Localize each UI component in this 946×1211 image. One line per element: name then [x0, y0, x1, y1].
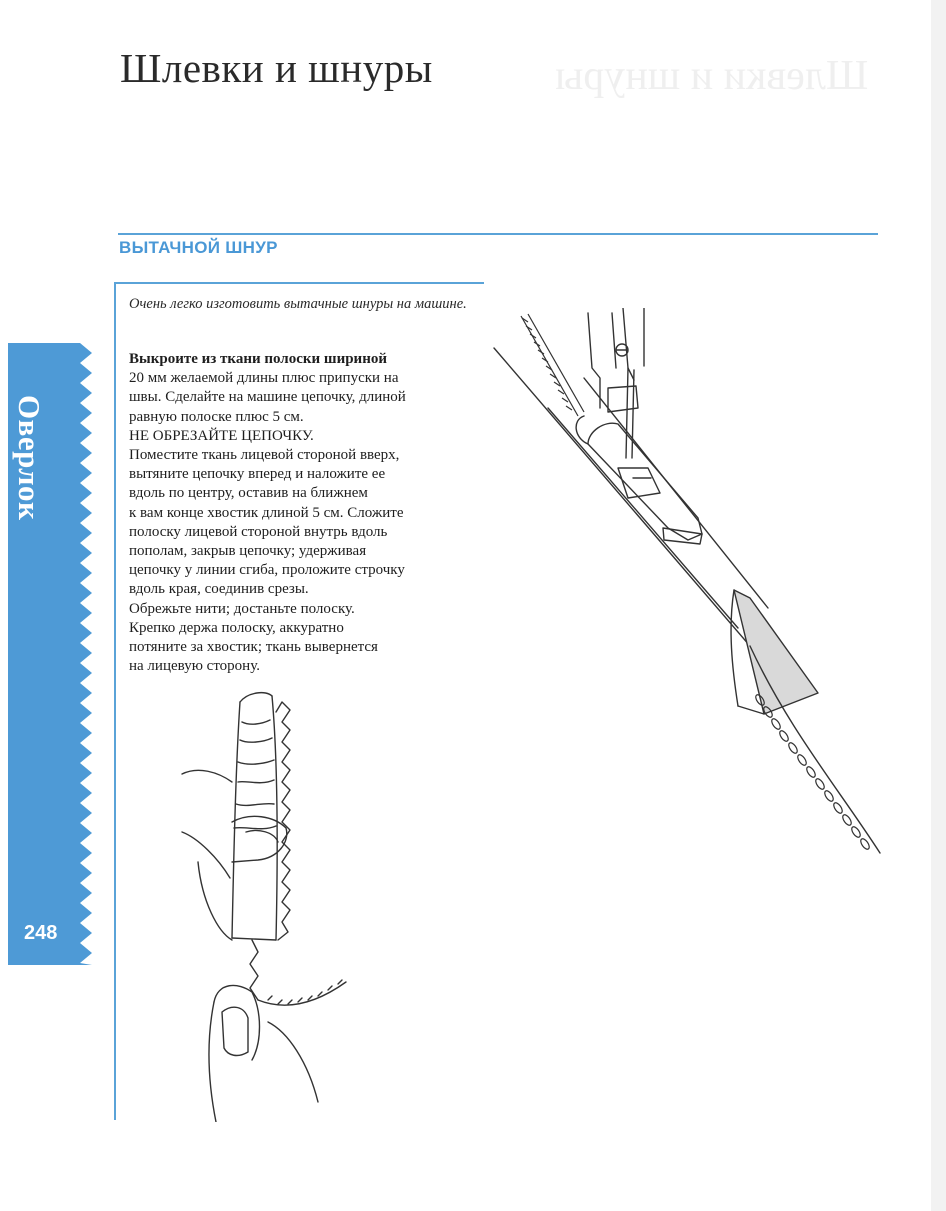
page-number: 248 [24, 922, 58, 944]
instruction-line: Выкроите из ткани полоски шириной [129, 351, 387, 367]
column-left-rule [114, 282, 116, 1120]
instruction-line: пополам, закрыв цепочку; удерживая [129, 543, 367, 560]
instruction-line: к вам конце хвостик длиной 5 см. Сложите [129, 504, 404, 521]
section-heading: ВЫТАЧНОЙ ШНУР [119, 238, 278, 257]
instruction-line: вытяните цепочку вперед и наложите ее [129, 466, 386, 483]
side-tab-label: Оверлок [12, 395, 47, 521]
instruction-line: цепочку у линии сгиба, проложите строчку [129, 562, 405, 579]
instruction-line: Обрежьте нити; достаньте полоску. [129, 600, 355, 617]
instruction-line: НЕ ОБРЕЗАЙТЕ ЦЕПОЧКУ. [129, 427, 314, 444]
serger-presser-foot-chain-illustration [488, 308, 898, 868]
section-top-rule [118, 233, 878, 235]
instruction-line: Крепко держа полоску, аккуратно [129, 619, 344, 636]
page-edge-shadow [931, 0, 946, 1211]
instruction-line: Поместите ткань лицевой стороной вверх, [129, 447, 400, 464]
instruction-line: вдоль по центру, оставив на ближнем [129, 485, 368, 502]
hand-turning-tube-illustration [178, 682, 368, 1122]
intro-text: Очень легко изготовить вытачные шнуры на машине. [129, 296, 467, 312]
show-through-title: Шлевки и шнуры [555, 53, 869, 99]
instructions-text [129, 350, 494, 676]
instruction-line: 20 мм желаемой длины плюс припуски на [129, 370, 399, 387]
instruction-line: швы. Сделайте на машине цепочку, длиной [129, 389, 406, 406]
instruction-line: полоску лицевой стороной внутрь вдоль [129, 523, 388, 540]
text-box-top-rule [114, 282, 484, 284]
instruction-line: вдоль края, соединив срезы. [129, 581, 309, 598]
instruction-line: равную полоске плюс 5 см. [129, 408, 304, 425]
instruction-line: на лицевую сторону. [129, 658, 260, 675]
page-title: Шлевки и шнуры [120, 45, 433, 91]
instruction-line: потяните за хвостик; ткань вывернется [129, 639, 378, 656]
